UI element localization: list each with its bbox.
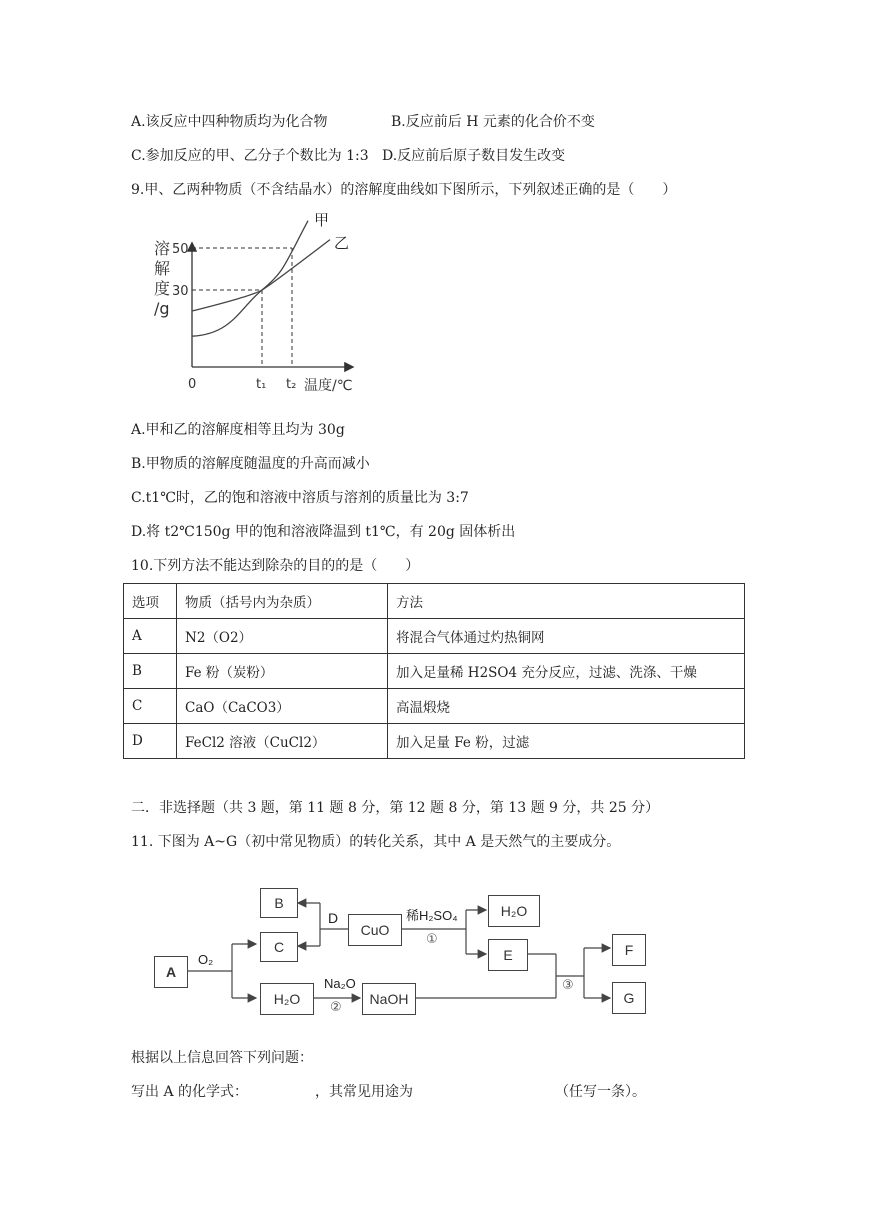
q9-option-b: B.甲物质的溶解度随温度的升高而减小 <box>131 456 370 472</box>
y-label-char-1: 溶 <box>154 239 171 258</box>
q8-option-a: A.该反应中四种物质均为化合物 <box>131 114 328 130</box>
x-tick-label: t₂ <box>286 377 297 392</box>
node-f: F <box>612 934 646 966</box>
cell-option: D <box>124 724 177 759</box>
q9-option-c: C.t1℃时，乙的饱和溶液中溶质与溶剂的质量比为 3:7 <box>131 490 469 506</box>
q11-prompt: 根据以上信息回答下列问题： <box>131 1050 313 1066</box>
node-h2o-top: H₂O <box>488 895 540 927</box>
cell-substance: CaO（CaCO3） <box>177 689 388 724</box>
cell-option: A <box>124 619 177 654</box>
node-g: G <box>612 982 646 1014</box>
q11-question-1-a: 写出 A 的化学式： <box>131 1084 249 1100</box>
y-label-char-3: 度 <box>154 279 171 298</box>
node-cuo: CuO <box>348 914 402 946</box>
node-e: E <box>488 939 528 971</box>
header-option: 选项 <box>124 584 177 619</box>
label-dilute-acid: 稀H₂SO₄ <box>406 908 458 923</box>
q11-question-1-c: （任写一条）。 <box>555 1084 646 1100</box>
q9-option-a: A.甲和乙的溶解度相等且均为 30g <box>131 422 345 438</box>
cell-substance: Fe 粉（炭粉） <box>177 654 388 689</box>
section-2-heading: 二．非选择题（共 3 题，第 11 题 8 分，第 12 题 8 分，第 13 题 9 分，共 25 分） <box>131 800 660 816</box>
tick-labels <box>172 242 296 392</box>
table-header-row <box>124 584 745 619</box>
q11-question-1-b: ，其常见用途为 <box>315 1084 413 1100</box>
table-row <box>124 654 745 689</box>
y-tick-label: 30 <box>172 284 189 299</box>
q8-option-cd: C.参加反应的甲、乙分子个数比为 1:3 D.反应前后原子数目发生改变 <box>131 148 566 164</box>
label-step-2: ② <box>330 1000 342 1015</box>
cell-substance: N2（O2） <box>177 619 388 654</box>
cell-substance: FeCl2 溶液（CuCl2） <box>177 724 388 759</box>
table-row <box>124 619 745 654</box>
y-tick-label: 50 <box>172 242 189 257</box>
header-method: 方法 <box>388 584 745 619</box>
cell-option: B <box>124 654 177 689</box>
x-label: 温度/℃ <box>304 378 353 394</box>
solubility-chart <box>140 210 370 402</box>
node-b: B <box>260 888 298 918</box>
q9-option-d: D.将 t2℃150g 甲的饱和溶液降温到 t1℃，有 20g 固体析出 <box>131 524 516 540</box>
cell-method: 高温煅烧 <box>388 689 745 724</box>
cell-method: 将混合气体通过灼热铜网 <box>388 619 745 654</box>
label-na2o: Na₂O <box>324 976 356 991</box>
series-label-yi: 乙 <box>334 234 350 252</box>
q10-stem: 10.下列方法不能达到除杂的目的的是（ ） <box>131 558 420 574</box>
table-row <box>124 689 745 724</box>
cell-method: 加入足量 Fe 粉，过滤 <box>388 724 745 759</box>
cell-option: C <box>124 689 177 724</box>
x-tick-label: t₁ <box>256 377 267 392</box>
header-substance: 物质（括号内为杂质） <box>177 584 388 619</box>
q11-stem: 11. 下图为 A~G（初中常见物质）的转化关系，其中 A 是天然气的主要成分。 <box>131 834 621 850</box>
table-row <box>124 724 745 759</box>
node-a: A <box>154 956 188 988</box>
q9-stem: 9.甲、乙两种物质（不含结晶水）的溶解度曲线如下图所示，下列叙述正确的是（ ） <box>131 182 677 198</box>
x-tick-label: 0 <box>188 377 197 392</box>
q10-table <box>123 583 745 759</box>
series-jia-line <box>192 221 308 337</box>
node-naoh: NaOH <box>362 983 416 1015</box>
label-o2: O₂ <box>198 952 214 967</box>
solubility-chart-svg <box>140 210 370 402</box>
label-d: D <box>328 910 339 926</box>
series-label-jia: 甲 <box>314 210 330 229</box>
curves <box>192 211 349 336</box>
label-step-1: ① <box>426 932 438 947</box>
q8-option-b: B.反应前后 H 元素的化合价不变 <box>391 114 595 130</box>
node-h2o: H₂O <box>260 983 314 1015</box>
node-c: C <box>260 932 298 962</box>
conversion-diagram <box>140 872 660 1022</box>
cell-method: 加入足量稀 H2SO4 充分反应，过滤、洗涤、干燥 <box>388 654 745 689</box>
y-label-char-4: /g <box>154 299 170 318</box>
y-label-char-2: 解 <box>154 259 171 278</box>
label-step-3: ③ <box>562 978 574 993</box>
series-yi-line <box>192 240 330 311</box>
